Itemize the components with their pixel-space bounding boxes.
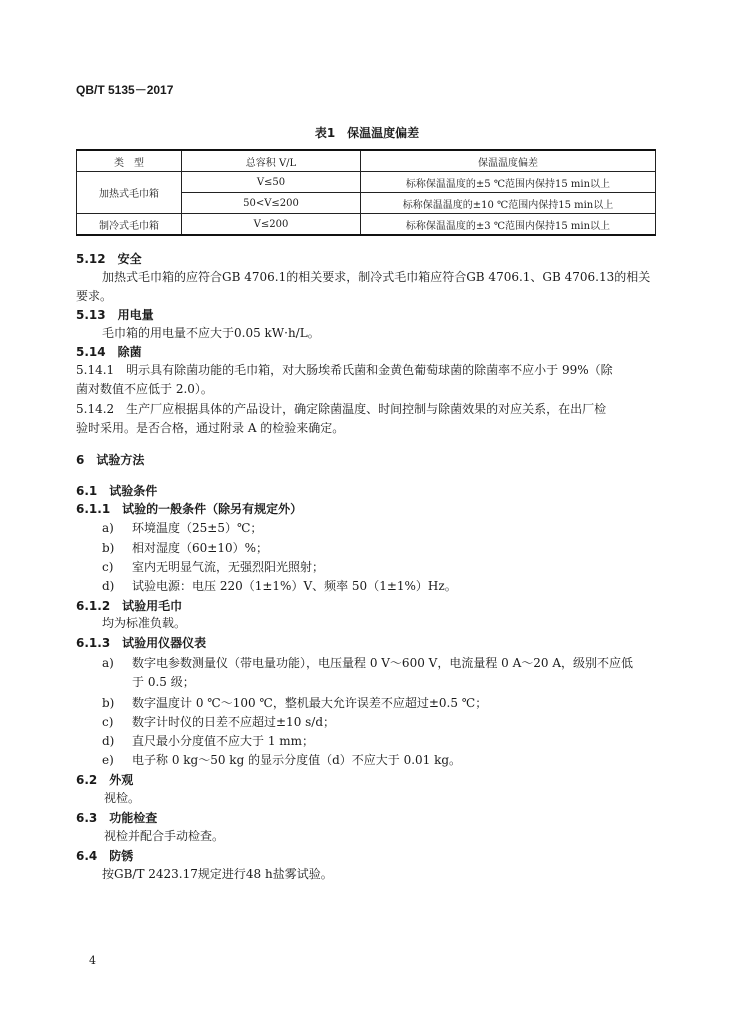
section-6-1-heading: 6.1 试验条件 bbox=[76, 484, 158, 498]
section-6-3-heading: 6.3 功能检查 bbox=[76, 811, 158, 825]
list-item: a) 环境温度（25±5）℃； bbox=[102, 521, 263, 535]
section-5-12-text: 加热式毛巾箱的应符合GB 4706.1的相关要求，制冷式毛巾箱应符合GB 4706.1、GB 4706.13的相关 bbox=[102, 270, 651, 284]
section-6-4-text: 按GB/T 2423.17规定进行48 h盐雾试验。 bbox=[102, 867, 333, 881]
section-6-1-1-heading: 6.1.1 试验的一般条件（除另有规定外） bbox=[76, 502, 303, 516]
section-5-14-heading: 5.14 除菌 bbox=[76, 345, 142, 359]
section-5-14-1-text: 5.14.1 明示具有除菌功能的毛巾箱，对大肠埃希氏菌和金黄色葡萄球菌的除菌率不应小于 99%（除 bbox=[76, 363, 613, 377]
table-header-row bbox=[77, 150, 656, 172]
table-header-cell: 类 型 bbox=[77, 150, 182, 172]
list-item-continuation: 于 0.5 级； bbox=[132, 675, 195, 689]
table-title: 表1 保温温度偏差 bbox=[314, 126, 420, 140]
section-6-1-2-heading: 6.1.2 试验用毛巾 bbox=[76, 599, 183, 613]
temperature-deviation-table bbox=[76, 149, 656, 236]
table-header-cell: 总容积 V/L bbox=[182, 150, 361, 172]
table-cell-volume: V≤50 bbox=[182, 172, 361, 193]
section-6-heading: 6 试验方法 bbox=[76, 453, 145, 467]
page-number: 4 bbox=[89, 954, 96, 967]
table-row bbox=[77, 172, 656, 193]
section-6-4-heading: 6.4 防锈 bbox=[76, 849, 134, 863]
table-cell-type: 制冷式毛巾箱 bbox=[77, 214, 182, 236]
list-item: c) 数字计时仪的日差不应超过±10 s/d； bbox=[102, 715, 336, 729]
table-cell-deviation: 标称保温温度的±10 ℃范围内保持15 min以上 bbox=[361, 193, 656, 214]
section-5-12-text: 要求。 bbox=[76, 289, 113, 303]
section-6-1-3-heading: 6.1.3 试验用仪器仪表 bbox=[76, 636, 207, 650]
section-5-12-heading: 5.12 安全 bbox=[76, 252, 142, 266]
standard-code: QB/T 5135－2017 bbox=[76, 83, 174, 97]
list-item: b) 数字温度计 0 ℃～100 ℃，整机最大允许误差不应超过±0.5 ℃； bbox=[102, 696, 488, 710]
section-5-13-text: 毛巾箱的用电量不应大于0.05 kW·h/L。 bbox=[102, 326, 320, 340]
table-cell-type: 加热式毛巾箱 bbox=[77, 172, 182, 214]
table-cell-volume: V≤200 bbox=[182, 214, 361, 236]
section-5-14-2-text: 5.14.2 生产厂应根据具体的产品设计，确定除菌温度、时间控制与除菌效果的对应关系，在出厂检 bbox=[76, 402, 607, 416]
table-cell-deviation: 标称保温温度的±3 ℃范围内保持15 min以上 bbox=[361, 214, 656, 236]
list-item: b) 相对湿度（60±10）%； bbox=[102, 541, 268, 555]
table-row bbox=[77, 214, 656, 236]
table-cell-volume: 50<V≤200 bbox=[182, 193, 361, 214]
list-item: c) 室内无明显气流，无强烈阳光照射； bbox=[102, 560, 325, 574]
list-item: e) 电子称 0 kg～50 kg 的显示分度值（d）不应大于 0.01 kg。 bbox=[102, 753, 462, 767]
section-5-14-1-text: 菌对数值不应低于 2.0）。 bbox=[76, 382, 213, 396]
list-item: a) 数字电参数测量仪（带电量功能），电压量程 0 V～600 V，电流量程 0 A～20 A，级别不应低 bbox=[102, 656, 633, 670]
list-item: d) 直尺最小分度值不应大于 1 mm； bbox=[102, 734, 315, 748]
table-cell-deviation: 标称保温温度的±5 ℃范围内保持15 min以上 bbox=[361, 172, 656, 193]
section-5-13-heading: 5.13 用电量 bbox=[76, 308, 154, 322]
section-6-1-2-text: 均为标准负载。 bbox=[102, 616, 187, 630]
section-6-2-heading: 6.2 外观 bbox=[76, 773, 134, 787]
section-6-2-text: 视检。 bbox=[104, 791, 141, 805]
list-item: d) 试验电源：电压 220（1±1%）V、频率 50（1±1%）Hz。 bbox=[102, 579, 457, 593]
section-6-3-text: 视检并配合手动检查。 bbox=[104, 829, 225, 843]
table-header-cell: 保温温度偏差 bbox=[361, 150, 656, 172]
section-5-14-2-text: 验时采用。是否合格，通过附录 A 的检验来确定。 bbox=[76, 421, 345, 435]
